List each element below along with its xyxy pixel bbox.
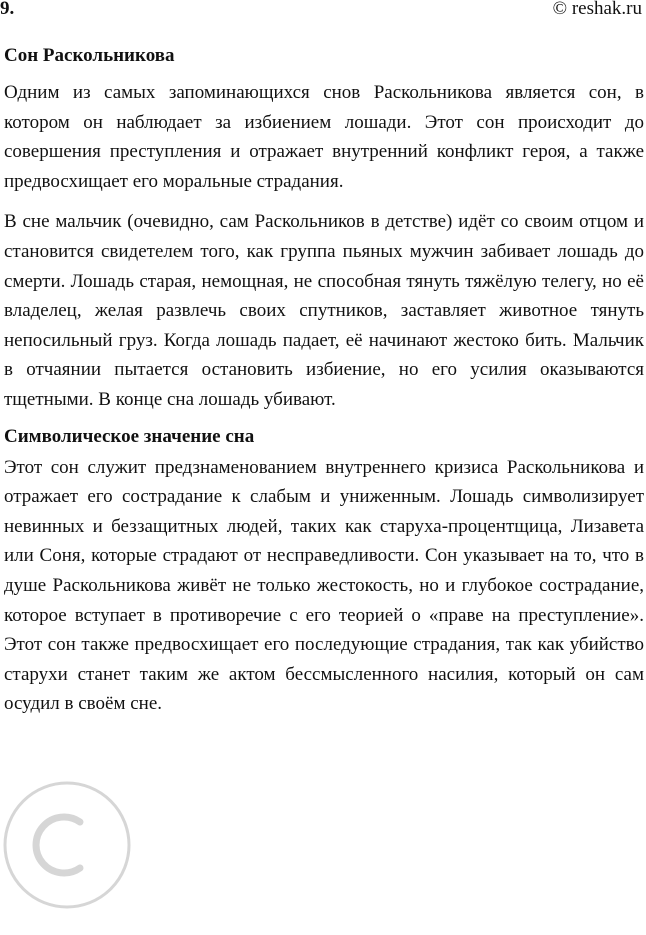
paragraph-intro: Одним из самых запоминающихся снов Раскольникова является сон, в котором он наблюдает за избиением лошади. Этот сон происходит до совершения преступления и отражает внутренний конфликт героя, а также предвосхищает его моральные страдания. — [4, 82, 644, 192]
site-credit: © reshak.ru — [552, 0, 642, 19]
page-header — [0, 0, 646, 22]
paragraph-symbolism: Этот сон служит предзнаменованием внутреннего кризиса Раскольникова и отражает его сострадание к слабым и униженным. Лошадь символизирует невинных и беззащитных людей, таких как старуха-процентщица, Лизавета или Соня, которые страдают от несправедливости. Сон указывает на то, что в душе Раскольникова живёт не только жестокость, но и глубокое сострадание, которое вступает в противоречие с его теорией о «праве на преступление». Этот сон также предвосхищает его последующие страдания, так как убийство старухи станет таким же актом бессмысленного насилия, который он сам осудил в своём сне. — [4, 456, 644, 715]
task-number: 9. — [0, 0, 15, 19]
reshak-watermark-logo — [0, 770, 142, 920]
paragraph-dream-description: В сне мальчик (очевидно, сам Раскольников в детстве) идёт со своим отцом и становится свидетелем того, как группа пьяных мужчин забивает лошадь до смерти. Лошадь старая, немощная, не способная тянуть тяжёлую телегу, но её владелец, желая развлечь своих спутников, заставляет животное тянуть непосильный груз. Когда лошадь падает, её начинают жестоко бить. Мальчик в отчаянии пытается остановить избиение, но его усилия оказываются тщетными. В конце сна лошадь убивают. — [4, 211, 644, 410]
document-content — [4, 42, 644, 719]
section-title-dream: Сон Раскольникова — [4, 45, 175, 66]
section-title-symbolism: Символическое значение сна — [4, 425, 255, 447]
